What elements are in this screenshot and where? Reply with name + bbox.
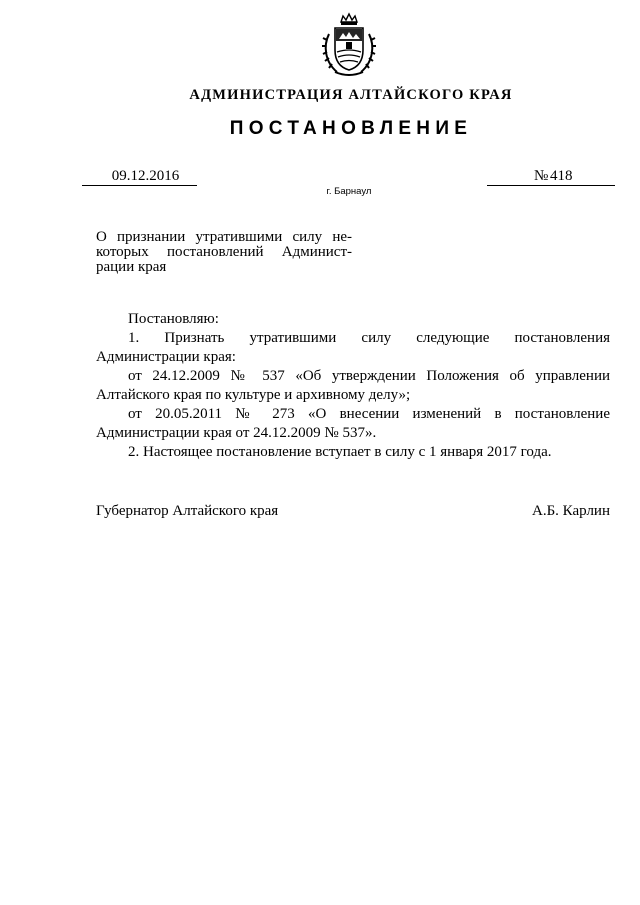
number-sign: № [534, 168, 549, 184]
item-1: 1. Признать утратившими силу следующие постановления Администрации края: [96, 330, 610, 365]
document-subject: О признании утратившими силу не-которых постановлений Админист-рации края [96, 229, 352, 275]
city: г. Барнаул [326, 186, 372, 197]
altai-krai-coat-of-arms-icon [315, 12, 383, 80]
document-number [487, 168, 615, 186]
number-value: 418 [550, 168, 573, 184]
signatory-position: Губернатор Алтайского края [96, 503, 279, 519]
document-type: ПОСТАНОВЛЕНИЕ [229, 118, 473, 139]
document-body [96, 310, 610, 462]
signature-block [96, 503, 610, 520]
signatory-name: А.Б. Карлин [531, 503, 610, 519]
date-value: 09.12.2016 [111, 168, 180, 184]
item-2: 2. Настоящее постановление вступает в силу с 1 января 2017 года. [128, 444, 552, 460]
reference-1: от 24.12.2009 № 537 «Об утверждении Положения об управлении Алтайского края по культуре и архивному делу»; [96, 368, 610, 403]
resolve-line: Постановляю: [128, 311, 219, 327]
reference-2: от 20.05.2011 № 273 «О внесении изменений в постановление Администрации края от 24.12.2009 № 537». [96, 406, 610, 441]
document-date [82, 168, 197, 186]
agency-name: АДМИНИСТРАЦИЯ АЛТАЙСКОГО КРАЯ [189, 87, 513, 103]
